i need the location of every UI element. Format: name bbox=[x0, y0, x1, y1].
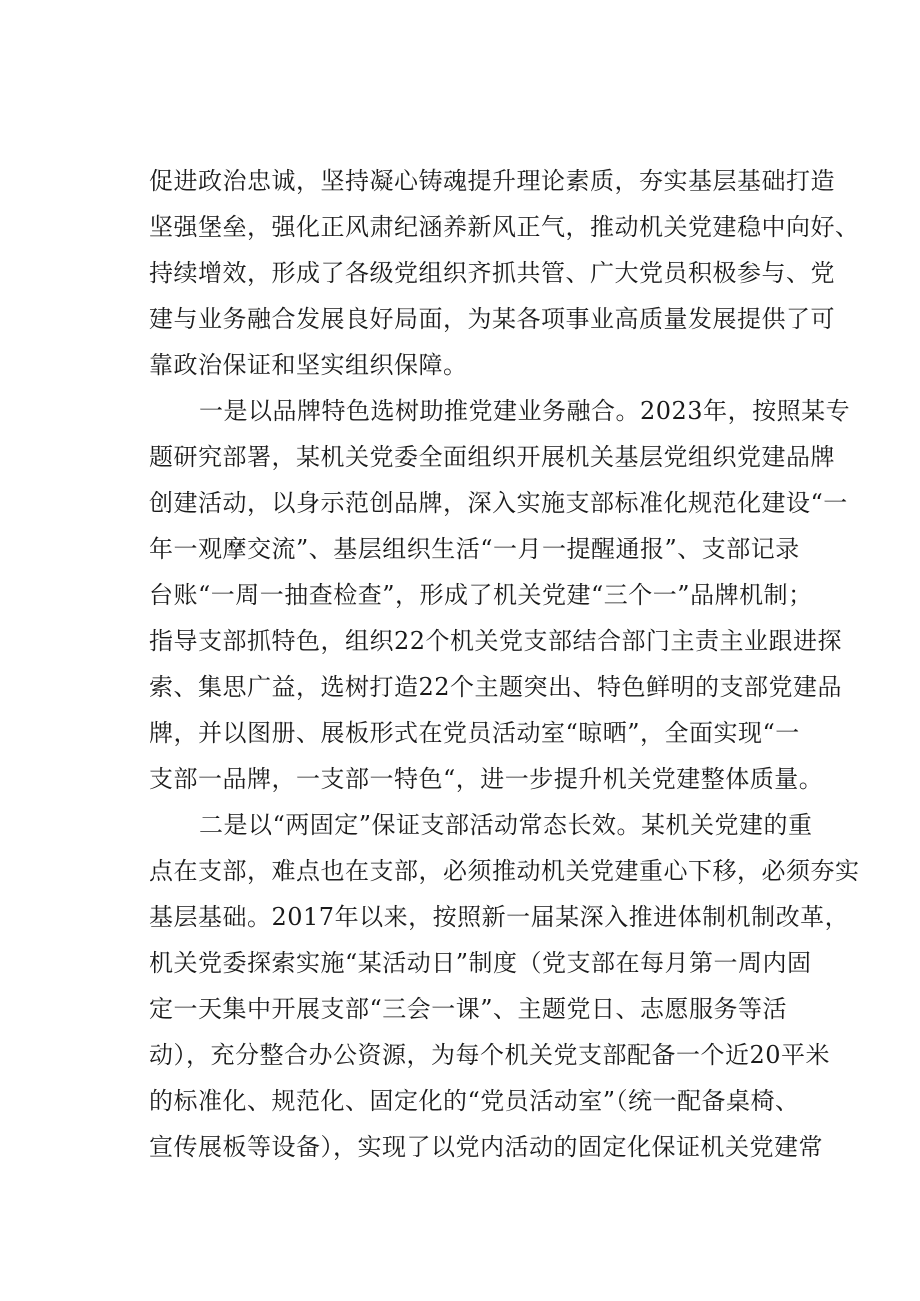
text-line: 点在支部，难点也在支部，必须推动机关党建重心下移，必须夯实 bbox=[149, 857, 860, 885]
text-line: 靠政治保证和坚实组织保障。 bbox=[149, 351, 468, 379]
text-line: 机关党委探索实施“某活动日”制度（党支部在每月第一周内固 bbox=[149, 949, 812, 977]
text-line: 指导支部抓特色，组织22个机关党支部结合部门主责主业跟进探 bbox=[149, 627, 843, 655]
text-line: 支部一品牌，一支部一特色“，进一步提升机关党建整体质量。 bbox=[149, 765, 824, 793]
text-line: 持续增效，形成了各级党组织齐抓共管、广大党员积极参与、党 bbox=[149, 259, 835, 287]
text-line: 宣传展板等设备），实现了以党内活动的固定化保证机关党建常 bbox=[149, 1133, 823, 1161]
text-line: 牌，并以图册、展板形式在党员活动室“晾晒”，全面实现“一 bbox=[149, 719, 800, 747]
text-line: 创建活动，以身示范创品牌，深入实施支部标准化规范化建设“一 bbox=[149, 489, 848, 517]
text-line: 坚强堡垒，强化正风肃纪涵养新风正气，推动机关党建稳中向好、 bbox=[149, 213, 860, 241]
text-line: 的标准化、规范化、固定化的“党员活动室”（统一配备桌椅、 bbox=[149, 1087, 800, 1115]
text-line: 促进政治忠诚，坚持凝心铸魂提升理论素质，夯实基层基础打造 bbox=[149, 167, 835, 195]
text-line: 年一观摩交流”、基层组织生活“一月一提醒通报”、支部记录 bbox=[149, 535, 800, 563]
text-line: 台账“一周一抽查检查”，形成了机关党建“三个一”品牌机制； bbox=[149, 581, 813, 609]
text-line: 索、集思广益，选树打造22个主题突出、特色鲜明的支部党建品 bbox=[149, 673, 843, 701]
text-line: 建与业务融合发展良好局面，为某各项事业高质量发展提供了可 bbox=[149, 305, 835, 333]
paragraph-first-line: 二是以“两固定”保证支部活动常态长效。某机关党建的重 bbox=[199, 811, 813, 839]
text-line: 基层基础。2017年以来，按照新一届某深入推进体制机制改革， bbox=[149, 903, 850, 931]
paragraph-first-line: 一是以品牌特色选树助推党建业务融合。2023年，按照某专 bbox=[199, 397, 851, 425]
document-body bbox=[149, 158, 860, 1170]
text-line: 题研究部署，某机关党委全面组织开展机关基层党组织党建品牌 bbox=[149, 443, 835, 471]
text-line: 定一天集中开展支部“三会一课”、主题党日、志愿服务等活 bbox=[149, 995, 788, 1023]
text-line: 动），充分整合办公资源，为每个机关党支部配备一个近20平米 bbox=[149, 1041, 831, 1069]
